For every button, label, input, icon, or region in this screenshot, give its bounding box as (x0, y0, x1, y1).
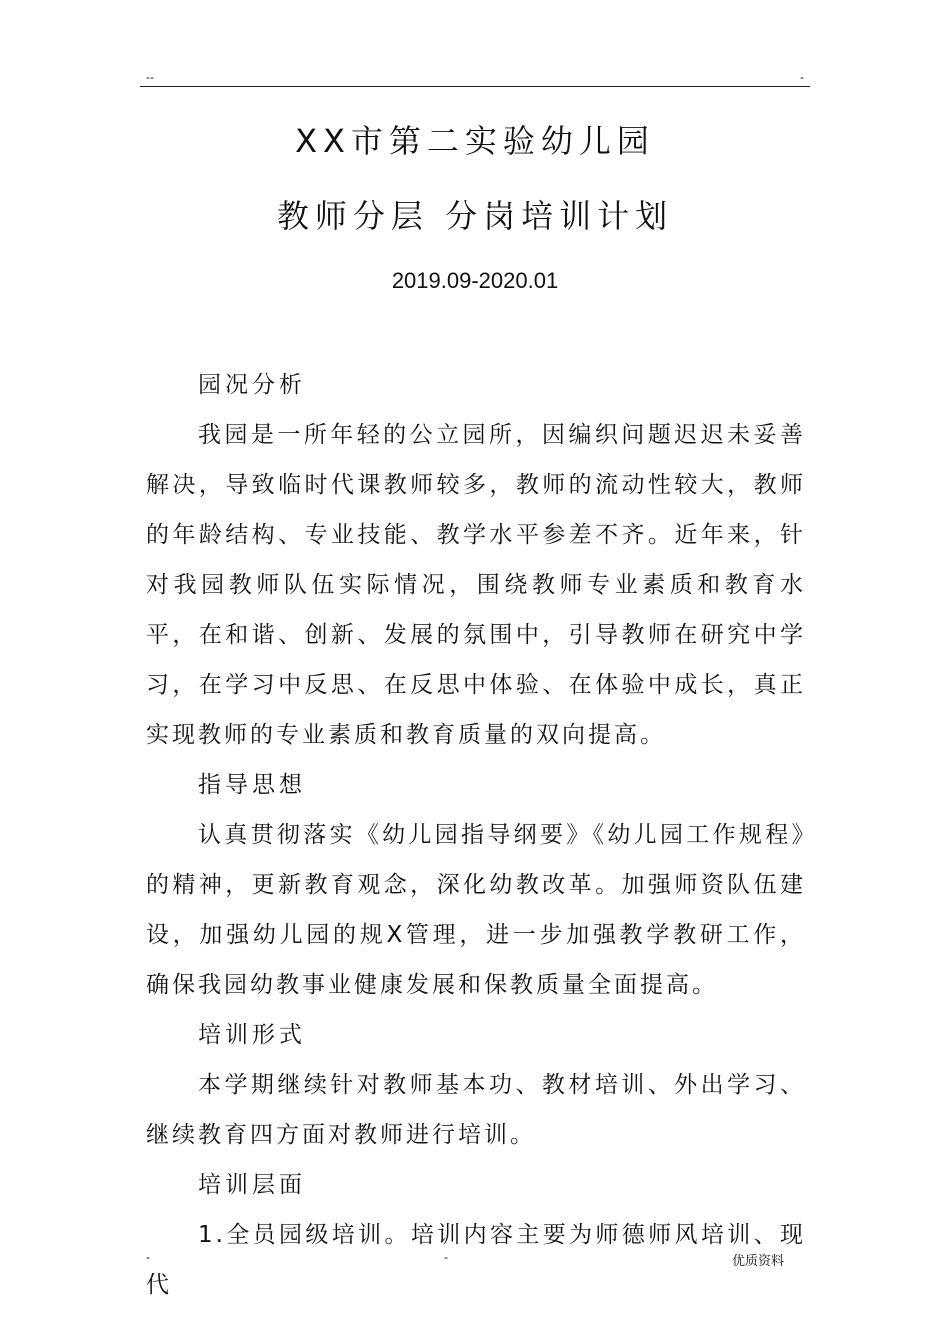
footer-center-mark: - (444, 1250, 448, 1264)
footer-label: 优质资料 (732, 1254, 785, 1269)
header-rule (140, 86, 810, 87)
document-body (146, 360, 806, 1310)
section-text-training-level: 1.全员园级培训。培训内容主要为师德师风培训、现代 (146, 1222, 806, 1298)
section-heading-situation: 园况分析 (198, 372, 306, 398)
section-heading-guiding-idea: 指导思想 (198, 772, 306, 798)
document-title: XX市第二实验幼儿园 (295, 122, 655, 160)
header-right-mark: - (800, 70, 804, 84)
footer-left-mark: - (146, 1250, 150, 1264)
date-range: 2019.09-2020.01 (391, 268, 559, 293)
document-subtitle: 教师分层 分岗培训计划 (276, 197, 674, 235)
header-left-mark: -- (146, 70, 154, 84)
section-heading-training-form: 培训形式 (198, 1022, 306, 1048)
section-text-training-form: 本学期继续针对教师基本功、教材培训、外出学习、继续教育四方面对教师进行培训。 (146, 1072, 806, 1148)
section-text-situation: 我园是一所年轻的公立园所，因编织问题迟迟未妥善解决，导致临时代课教师较多，教师的流动性较大，教师的年龄结构、专业技能、教学水平参差不齐。近年来，针对我园教师队伍实际情况，围绕教师专业素质和教育水平，在和谐、创新、发展的氛围中，引导教师在研究中学习，在学习中反思、在反思中体验、在体验中成长，真正实现教师的专业素质和教育质量的双向提高。 (146, 422, 806, 748)
section-heading-training-level: 培训层面 (198, 1172, 306, 1198)
section-text-guiding-idea: 认真贯彻落实《幼儿园指导纲要》《幼儿园工作规程》的精神，更新教育观念，深化幼教改革。加强师资队伍建设，加强幼儿园的规X管理，进一步加强教学教研工作，确保我园幼教事业健康发展和保教质量全面提高。 (146, 822, 806, 998)
